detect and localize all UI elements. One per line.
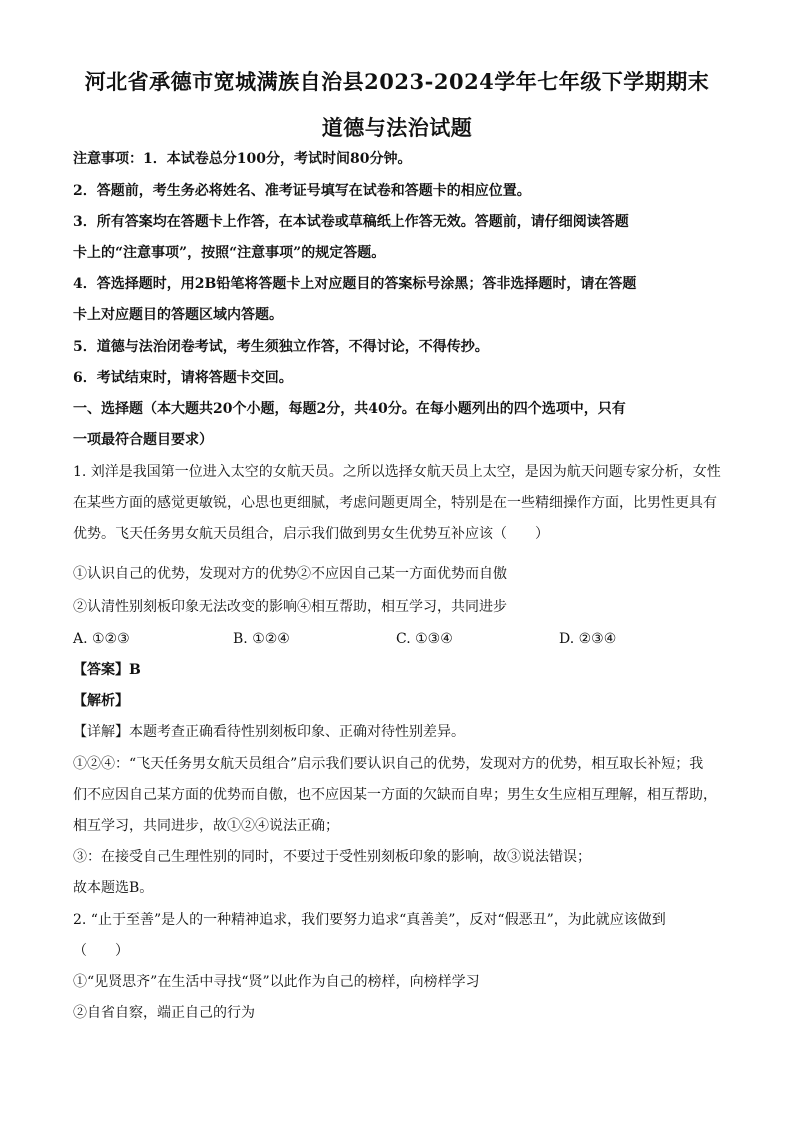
notice-line: 3．所有答案均在答题卡上作答，在本试卷或草稿纸上作答无效。答题前，请仔细阅读答题 <box>73 214 629 230</box>
option-a: A. ①②③ <box>73 631 130 647</box>
question-1-stem: 优势。飞天任务男女航天员组合，启示我们做到男女生优势互补应该（ ） <box>73 526 549 542</box>
notice-line: 4．答选择题时，用2B铅笔将答题卡上对应题目的答案标号涂黑；答非选择题时，请在答题 <box>73 276 637 292</box>
question-1-options <box>73 630 733 648</box>
question-1-statement: ②认清性别刻板印象无法改变的影响④相互帮助，相互学习，共同进步 <box>73 599 507 615</box>
detail-line: 【详解】本题考查正确看待性别刻板印象、正确对待性别差异。 <box>73 724 465 740</box>
question-2-statement: ①“见贤思齐”在生活中寻找“贤”以此作为自己的榜样，向榜样学习 <box>73 974 480 990</box>
option-c: C. ①③④ <box>396 631 453 647</box>
option-d: D. ②③④ <box>559 631 617 647</box>
detail-line: ①②④：“飞天任务男女航天员组合”启示我们要认识自己的优势，发现对方的优势，相互取长补短；我 <box>73 756 704 772</box>
detail-line: ③：在接受自己生理性别的同时，不要过于受性别刻板印象的影响，故③说法错误； <box>73 849 591 865</box>
notice-line: 2．答题前，考生务必将姓名、准考证号填写在试卷和答题卡的相应位置。 <box>73 183 531 199</box>
detail-line: 相互学习，共同进步，故①②④说法正确； <box>73 818 339 834</box>
notice-line: 注意事项：1．本试卷总分100分，考试时间80分钟。 <box>73 151 412 167</box>
question-1-stem: 1. 刘洋是我国第一位进入太空的女航天员。之所以选择女航天员上太空，是因为航天问题专家分析，女性 <box>73 464 721 480</box>
question-1-statement: ①认识自己的优势，发现对方的优势②不应因自己某一方面优势而自傲 <box>73 566 507 582</box>
analysis-tag: 【解析】 <box>73 693 129 709</box>
question-1-stem: 在某些方面的感觉更敏锐，心思也更细腻，考虑问题更周全，特别是在一些精细操作方面，比男性更具有 <box>73 495 717 511</box>
notice-line: 卡上对应题目的答题区域内答题。 <box>73 307 283 323</box>
question-2-stem: 2. “止于至善”是人的一种精神追求，我们要努力追求“真善美”，反对“假恶丑”，为此就应该做到 <box>73 912 666 928</box>
notice-line: 5．道德与法治闭卷考试，考生须独立作答，不得讨论，不得传抄。 <box>73 339 489 355</box>
detail-line: 们不应因自己某方面的优势而自傲，也不应因某一方面的欠缺而自卑；男生女生应相互理解，相互帮助， <box>73 787 717 803</box>
answer-tag: 【答案】B <box>73 662 141 678</box>
section-heading: 一、选择题（本大题共20个小题，每题2分，共40分。在每小题列出的四个选项中，只有 <box>73 401 626 417</box>
question-2-stem: （ ） <box>73 943 129 959</box>
notice-line: 卡上的“注意事项”，按照“注意事项”的规定答题。 <box>73 245 386 261</box>
question-2-statement: ②自省自察，端正自己的行为 <box>73 1005 255 1021</box>
exam-title-line2: 道德与法治试题 <box>321 115 473 140</box>
option-b: B. ①②④ <box>233 631 290 647</box>
exam-title-line1: 河北省承德市宽城满族自治县2023-2024学年七年级下学期期末 <box>84 69 710 94</box>
detail-line: 故本题选B。 <box>73 880 154 896</box>
section-heading: 一项最符合题目要求） <box>73 432 213 448</box>
notice-line: 6．考试结束时，请将答题卡交回。 <box>73 370 293 386</box>
